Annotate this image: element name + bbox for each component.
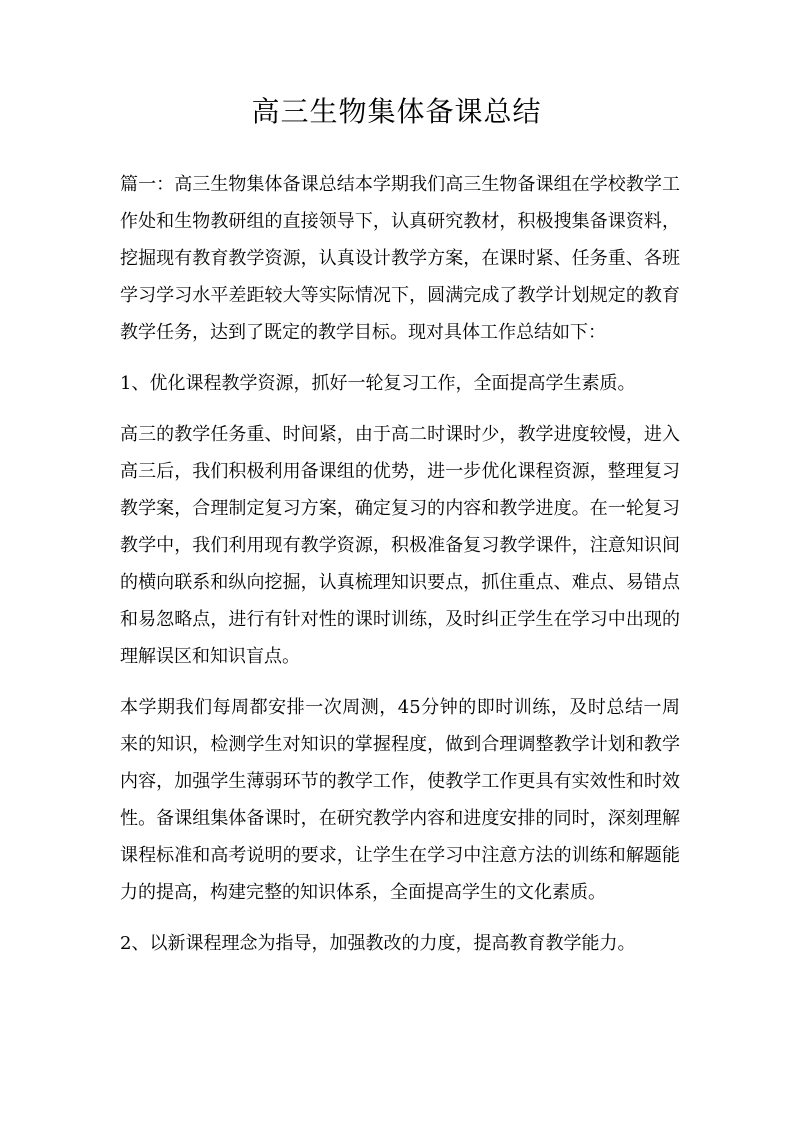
paragraph-intro: 篇一：高三生物集体备课总结本学期我们高三生物备课组在学校教学工作处和生物教研组的直接领导下，认真研究教材，积极搜集备课资料，挖掘现有教育教学资源，认真设计教学方案，在课时紧、任务重、各班学习学习水平差距较大等实际情况下，圆满完成了教学计划规定的教育教学任务，达到了既定的教学目标。现对具体工作总结如下： bbox=[120, 174, 680, 343]
paragraph-section-1-heading: 1、优化课程教学资源，抓好一轮复习工作，全面提高学生素质。 bbox=[120, 373, 636, 394]
document-body bbox=[120, 166, 680, 976]
document-title: 高三生物集体备课总结 bbox=[251, 95, 542, 128]
paragraph-review-work: 高三的教学任务重、时间紧，由于高二时课时少，教学进度较慢，进入高三后，我们积极利用备课组的优势，进一步优化课程资源，整理复习教学案，合理制定复习方案，确定复习的内容和教学进度。在一轮复习教学中，我们利用现有教学资源，积极准备复习教学课件，注意知识间的横向联系和纵向挖掘，认真梳理知识要点，抓住重点、难点、易错点和易忽略点，进行有针对性的课时训练，及时纠正学生在学习中出现的理解误区和知识盲点。 bbox=[120, 424, 680, 667]
paragraph-section-2-heading: 2、以新课程理念为指导，加强教改的力度，提高教育教学能力。 bbox=[120, 933, 636, 954]
paragraph-weekly-test: 本学期我们每周都安排一次周测，45分钟的即时训练，及时总结一周来的知识，检测学生对知识的掌握程度，做到合理调整教学计划和教学内容，加强学生薄弱环节的教学工作，使教学工作更具有实效性和时效性。备课组集体备课时，在研究教学内容和进度安排的同时，深刻理解课程标准和高考说明的要求，让学生在学习中注意方法的训练和解题能力的提高，构建完整的知识体系，全面提高学生的文化素质。 bbox=[120, 697, 680, 903]
